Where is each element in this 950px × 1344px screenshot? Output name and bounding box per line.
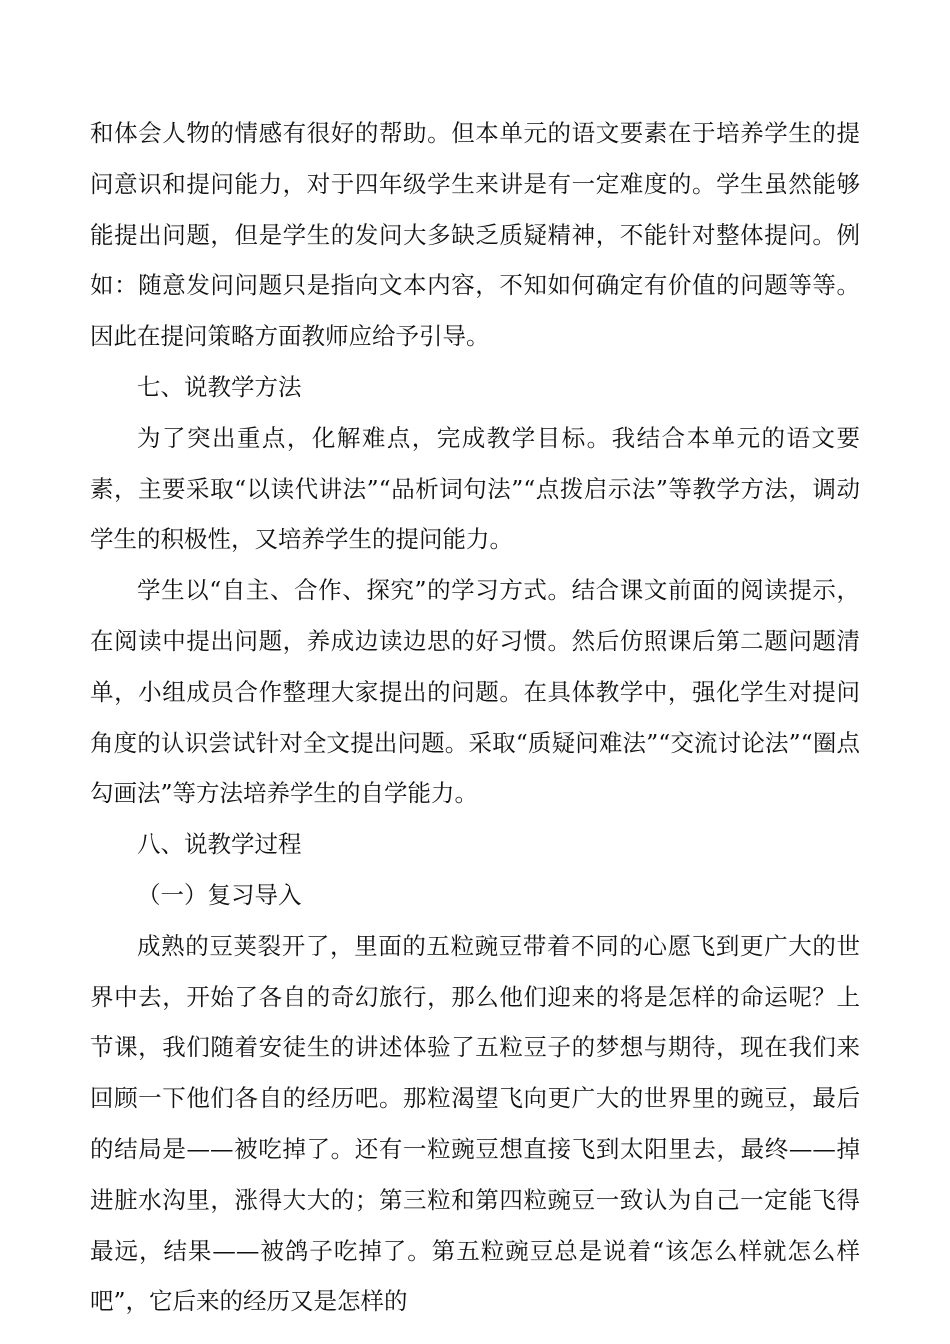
- section-heading-teaching-methods: 七、说教学方法: [137, 372, 302, 401]
- paragraph-teaching-methods: 为了突出重点，化解难点，完成教学目标。我结合本单元的语文要素，主要采取“以读代讲法”“品析词句法”“点拨启示法”等教学方法，调动学生的积极性，又培养学生的提问能力。: [90, 423, 860, 554]
- paragraph-continuation: 和体会人物的情感有很好的帮助。但本单元的语文要素在于培养学生的提问意识和提问能力，对于四年级学生来讲是有一定难度的。学生虽然能够能提出问题，但是学生的发问大多缺乏质疑精神，不能针对整体提问。例如：随意发问问题只是指向文本内容，不知如何确定有价值的问题等等。因此在提问策略方面教师应给予引导。: [90, 119, 860, 351]
- section-heading-teaching-process: 八、说教学过程: [137, 830, 302, 859]
- paragraph-review-intro: 成熟的豆荚裂开了，里面的五粒豌豆带着不同的心愿飞到更广大的世界中去，开始了各自的奇幻旅行，那么他们迎来的将是怎样的命运呢？上节课，我们随着安徒生的讲述体验了五粒豆子的梦想与期待，现在我们来回顾一下他们各自的经历吧。那粒渴望飞向更广大的世界里的豌豆，最后的结局是——被吃掉了。还有一粒豌豆想直接飞到太阳里去，最终——掉进脏水沟里，涨得大大的；第三粒和第四粒豌豆一致认为自己一定能飞得最远，结果——被鸽子吃掉了。第五粒豌豆总是说着“该怎么样就怎么样吧”，它后来的经历又是怎样的: [90, 931, 860, 1316]
- subsection-heading-review: （一）复习导入: [137, 880, 302, 909]
- document-body: [90, 108, 860, 1327]
- paragraph-learning-methods: 学生以“自主、合作、探究”的学习方式。结合课文前面的阅读提示，在阅读中提出问题，养成边读边思的好习惯。然后仿照课后第二题问题清单，小组成员合作整理大家提出的问题。在具体教学中，强化学生对提问角度的认识尝试针对全文提出问题。采取“质疑问难法”“交流讨论法”“圈点勾画法”等方法培养学生的自学能力。: [90, 576, 860, 808]
